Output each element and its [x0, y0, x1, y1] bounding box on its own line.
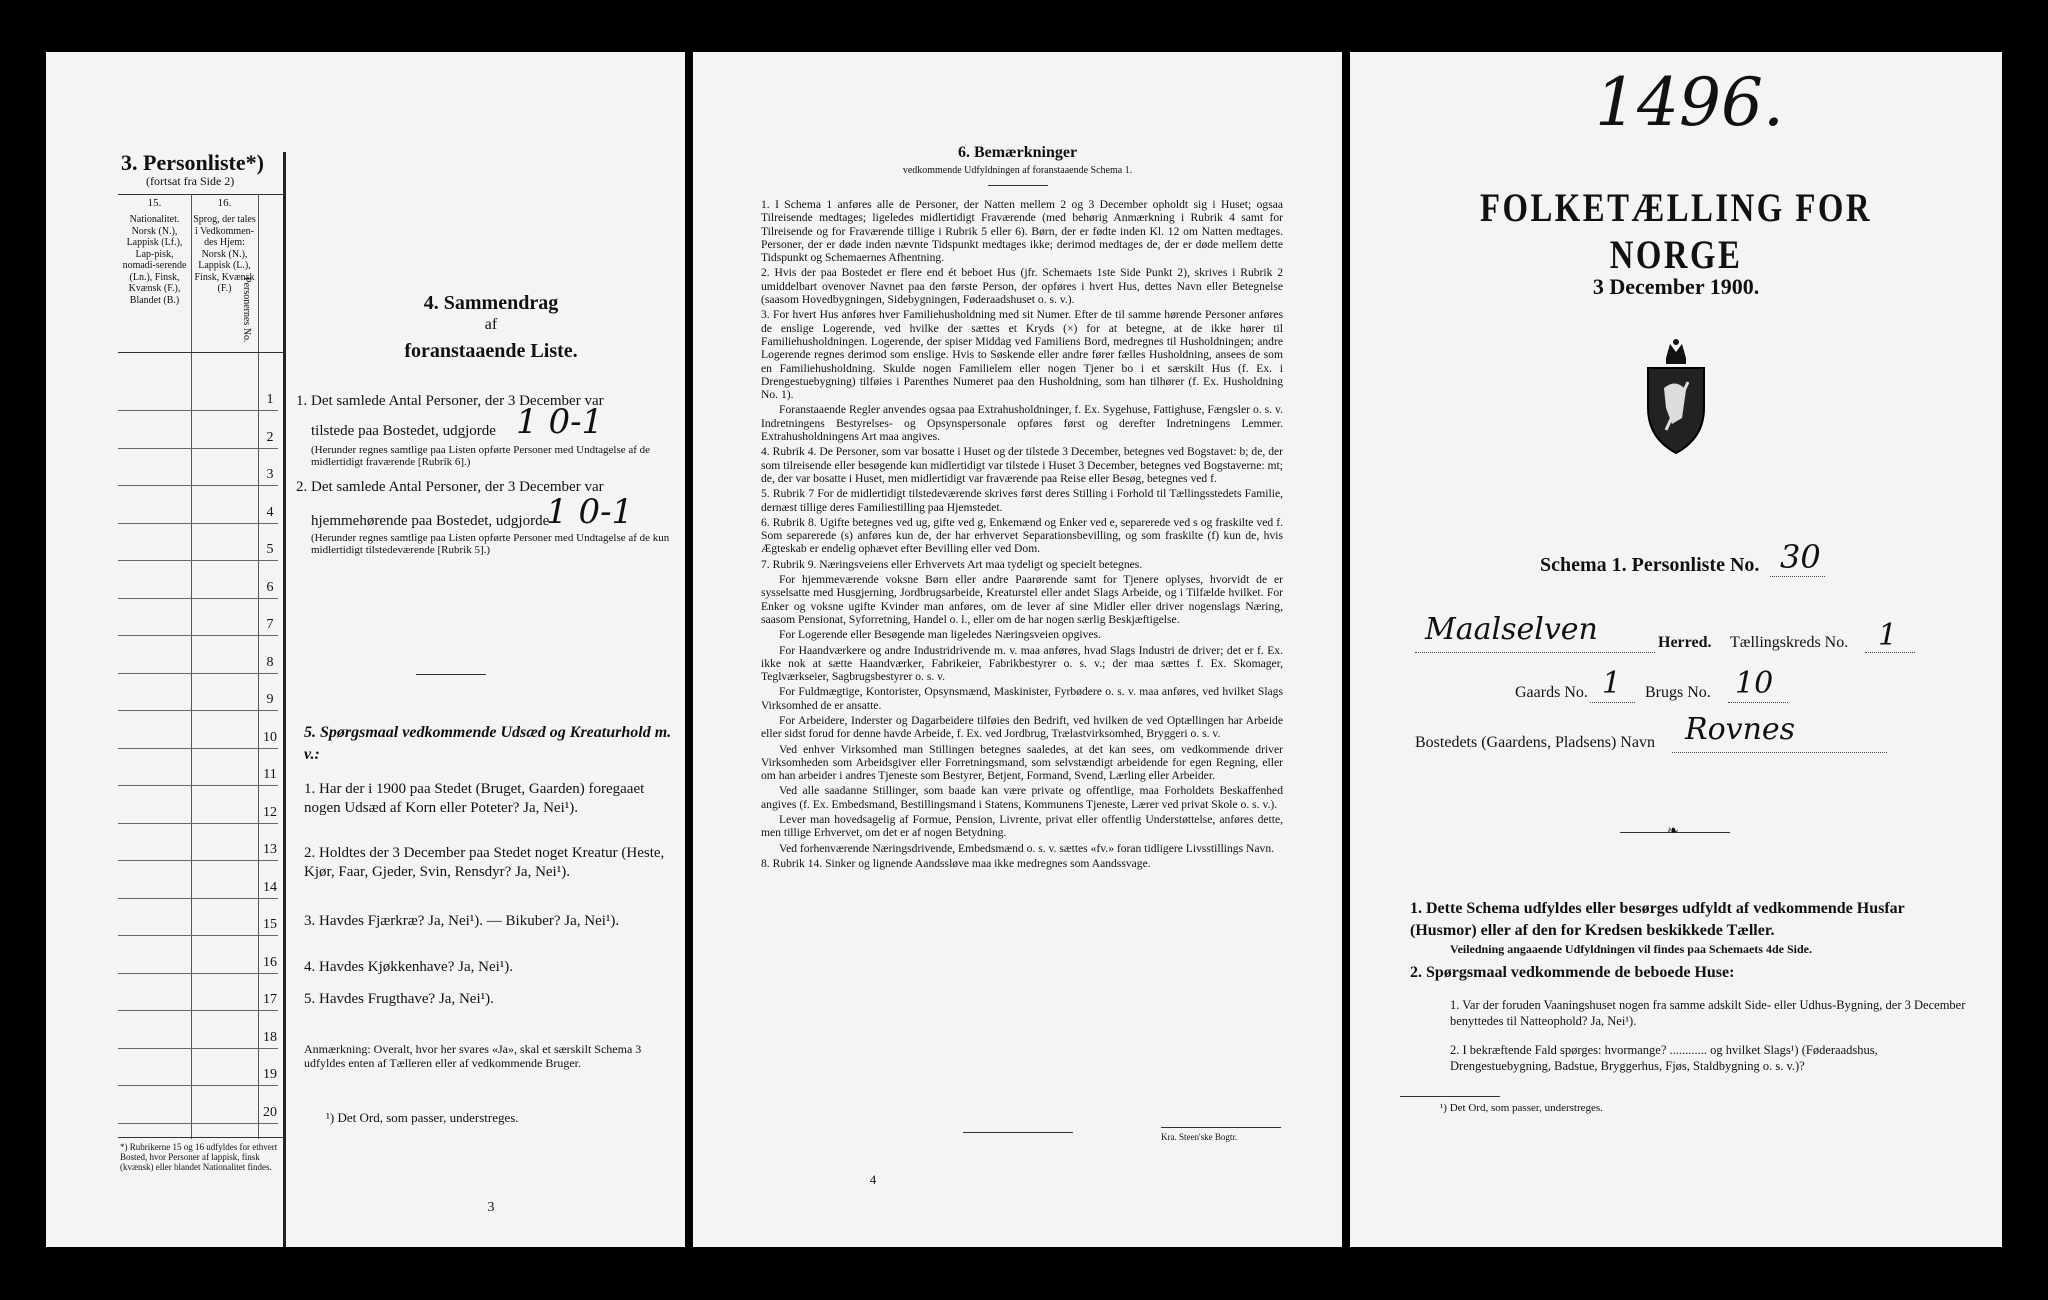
- summary-item1-line1: 1. Det samlede Antal Personer, der 3 December var: [296, 393, 604, 409]
- question-1: 1. Har der i 1900 paa Stedet (Bruget, Gaarden) foregaaet nogen Udsæd af Korn eller Poteter? Ja, Nei¹).: [304, 781, 645, 816]
- remark-paragraph: Ved forhenværende Næringsdrivende, Embedsmænd o. s. v. sættes «fv.» foran tidligere Livsstillings Navn.: [779, 841, 1275, 855]
- printer-mark: Kra. Steen'ske Bogtr.: [1161, 1132, 1238, 1142]
- census-date: 3 December 1900.: [1592, 274, 1760, 299]
- page-number-4: 4: [869, 1172, 877, 1187]
- brugs-label: Brugs No.: [1645, 684, 1711, 701]
- instruction-1-note: Veiledning angaaende Udfyldningen vil findes paa Schemaets 4de Side.: [1450, 942, 1812, 956]
- col15-number: 15.: [147, 197, 162, 209]
- summary-subtitle: foranstaaende Liste.: [404, 340, 578, 362]
- table-row: [118, 560, 278, 561]
- table-row: [118, 1085, 278, 1086]
- remark-paragraph: 6. Rubrik 8. Ugifte betegnes ved ug, gifte ved g, Enkemænd og Enker ved e, separerede ved s og fraskilte ved f. Som separerede (s) anføres kun de, der har erhvervet Separationsbevilling, og som fraskilte (f) kun de, hvis Ægteskab er endelig ophævet efter Bevilling eller ved Dom.: [761, 515, 1283, 556]
- col-persons-header: Personernes No.: [241, 277, 252, 343]
- table-row: [118, 860, 278, 861]
- gaards-label: Gaards No.: [1515, 684, 1588, 701]
- table-row: [118, 1123, 278, 1124]
- question-5: 5. Havdes Frugthave? Ja, Nei¹).: [304, 991, 494, 1007]
- row-number: 16: [263, 954, 277, 970]
- page-4-remarks: [693, 52, 1342, 1247]
- brugs-number-handwritten: 10: [1735, 666, 1774, 701]
- col16-header: Sprog, der tales i Vedkommen-des Hjem: Norsk (N.), Lappisk (L.), Finsk, Kvænsk (F.): [193, 214, 256, 294]
- instruction-2-2: 2. I bekræftende Fald spørges: hvormange? ............ og hvilket Slags¹) (Føderaadshus, Drengestuebygning, Badstue, Bryggerhus, Fjøs, Staldbygning o. s. v.)?: [1450, 1043, 1878, 1073]
- footnote-nationality: *) Rubrikerne 15 og 16 udfyldes for ethvert Bosted, hvor Personer af lappisk, finsk (kvænsk) eller blandet Nationalitet findes.: [120, 1142, 278, 1172]
- page-3-form: [46, 52, 685, 1247]
- col16-number: 16.: [217, 197, 232, 209]
- remark-paragraph: 8. Rubrik 14. Sinker og lignende Aandssløve maa ikke medregnes som Aandssvage.: [761, 856, 1151, 870]
- col15-header: Nationalitet. Norsk (N.), Lappisk (Lf.), Lap-pisk, nomadi-serende (Ln.), Finsk, Kvænsk (F.), Blandet (B.): [122, 214, 187, 306]
- row-number: 9: [266, 692, 274, 707]
- kreds-label: Tællingskreds No.: [1730, 634, 1849, 651]
- remarks-text: [761, 198, 1283, 872]
- table-row: [118, 748, 278, 749]
- page-number-3: 3: [487, 1200, 495, 1215]
- summary-af: af: [484, 316, 498, 333]
- table-row: [118, 523, 278, 524]
- instruction-2-1: 1. Var der foruden Vaaningshuset nogen fra samme adskilt Side- eller Udhus-Bygning, der 3 December benyttedes til Natteophold? Ja, Nei¹).: [1450, 998, 1966, 1028]
- questions-title: 5. Spørgsmaal vedkommende Udsæd og Kreaturhold m. v.:: [304, 724, 672, 763]
- row-number: 11: [263, 767, 277, 782]
- question-2: 2. Holdtes der 3 December paa Stedet noget Kreatur (Heste, Kjør, Faar, Gjeder, Svin, Rensdyr? Ja, Nei¹).: [304, 845, 665, 880]
- main-title: FOLKETÆLLING FOR NORGE: [1479, 185, 1873, 277]
- schema-label: Schema 1. Personliste No.: [1540, 554, 1760, 576]
- table-row: [118, 935, 278, 936]
- row-number: 14: [263, 879, 277, 895]
- coat-of-arms-icon: [1636, 338, 1716, 458]
- remark-paragraph: Ved alle saadanne Stillinger, som baade kan være private og offentlige, maa Forholdets Beskaffenhed angives (f. Ex. Embedsmand, Bestillingsmand i Statens, Kommunens Tjeneste, Lærer ved privat Skole o. s. v.).: [761, 784, 1283, 811]
- row-number: 8: [266, 654, 274, 670]
- row-number: 6: [266, 579, 274, 595]
- personliste-number-handwritten: 30: [1780, 538, 1821, 576]
- remark-paragraph: 7. Rubrik 9. Næringsveiens eller Erhvervets Art maa tydeligt og specielt betegnes.: [761, 557, 1143, 571]
- row-number: 3: [266, 467, 274, 482]
- row-number: 15: [263, 917, 277, 932]
- archive-number-handwritten: 1496.: [1595, 64, 1784, 141]
- row-number: 7: [266, 617, 274, 632]
- resident-count-handwritten: 1 0-1: [546, 492, 634, 532]
- page-1-cover: [1350, 52, 2002, 1247]
- remark-paragraph: 1. I Schema 1 anføres alle de Personer, der Natten mellem 2 og 3 December opholdt sig i Huset; ogsaa Tilreisende medtages; ligeledes midlertidigt Fraværende (med behørig Anmærkning i Rubrik 4 samt for Tilreisende og for Fraværende tillige i Rubrik 5 eller 6). Børn, der er fødte inden Kl. 12 om Natten medtages. Personer, der er døde inden nævnte Tidspunkt medtages ikke; derimod medtages de, der er døde mellem dette Tidspunkt og Schemaernes Afhentning.: [761, 198, 1283, 265]
- row-number: 18: [263, 1029, 277, 1045]
- instruction-1: 1. Dette Schema udfyldes eller besørges udfyldt af vedkommende Husfar (Husmor) eller af den for Kredsen beskikkede Tæller.: [1410, 900, 1905, 939]
- summary-item2-line2: hjemmehørende paa Bostedet, udgjorde: [311, 513, 550, 529]
- remark-paragraph: 5. Rubrik 7 For de midlertidigt tilstedeværende skrives først deres Stilling i Forhold til Tællingsstedets Familie, dernæst tillige deres Familiestilling paa Hjemstedet.: [761, 487, 1283, 514]
- remark-paragraph: 2. Hvis der paa Bostedet er flere end ét beboet Hus (jfr. Schemaets 1ste Side Punkt 2), skrives i Rubrik 2 umiddelbart ovenover Navnet paa den første Person, der opføres i hvert Hus, dettes Navn eller Betegnelse (saasom Hovedbygningen, Sidebygningen, Føderaadshuset o. s. v.).: [761, 266, 1283, 307]
- table-row: [118, 823, 278, 824]
- summary-item1-note: (Herunder regnes samtlige paa Listen opførte Personer med Undtagelse af de midlertidigt fraværende [Rubrik 6].): [311, 444, 651, 468]
- table-row: [118, 485, 278, 486]
- remark-paragraph: For Arbeidere, Inderster og Dagarbeidere tilføies den Bedrift, ved hvilken de ved Optællingen har Arbeide eller sidst forud for denne havde Arbeide, f. Ex. ved Jordbrug, Trælastvirksomhed, Bryggeri o. s. v.: [761, 713, 1283, 741]
- page3-footnote: ¹) Det Ord, som passer, understreges.: [1440, 1102, 1603, 1114]
- annotation-note: Anmærkning: Overalt, hvor her svares «Ja», skal et særskilt Schema 3 udfyldes enten af Tælleren eller af vedkommende Bruger.: [304, 1042, 642, 1070]
- bosted-label: Bostedets (Gaardens, Pladsens) Navn: [1415, 734, 1655, 751]
- row-number: 1: [266, 392, 274, 407]
- table-row: [118, 598, 278, 599]
- summary-item2-line1: 2. Det samlede Antal Personer, der 3 December var: [296, 479, 604, 495]
- present-count-handwritten: 1 0-1: [516, 402, 604, 442]
- table-row: [118, 410, 278, 411]
- table-row: [118, 1010, 278, 1011]
- table-row: [118, 673, 278, 674]
- remark-paragraph: For Logerende eller Besøgende man ligeledes Næringsveien opgives.: [779, 628, 1101, 642]
- page1-footnote: ¹) Det Ord, som passer, understreges.: [326, 1110, 519, 1125]
- table-row: [118, 635, 278, 636]
- row-number: 13: [263, 842, 277, 857]
- row-number: 20: [263, 1104, 277, 1120]
- summary-item1-line2: tilstede paa Bostedet, udgjorde: [311, 423, 496, 439]
- remarks-subtitle: vedkommende Udfyldningen af foranstaaende Schema 1.: [902, 165, 1133, 176]
- remark-paragraph: Ved enhver Virksomhed man Stillingen betegnes saaledes, at det kan sees, om vedkommende driver Virksomheden som Arbeidsgiver eller Forretningsmand, som selvstændigt arbeidende for egen Regning, eller om han arbeider i andres Tjeneste som Bestyrer, Betjent, Formand, Svend, Lærling eller Arbeider.: [761, 742, 1283, 783]
- table-row: [118, 973, 278, 974]
- personliste-title: 3. Personliste*): [121, 150, 264, 175]
- table-row: [118, 710, 278, 711]
- personliste-subtitle: (fortsat fra Side 2): [146, 174, 235, 188]
- remark-paragraph: For hjemmeværende voksne Børn eller andre Paarørende samt for Tjenere oplyses, hvorvidt de er sysselsatte med Husgjerning, Jordbrugsarbeide, Kreaturstel eller andet Slags Arbeide, og i Tilfælde hvilket. For Enker og voksne ugifte Kvinder man anføres, om de lever af sine Midler eller driver nogenslags Næring, saasom Pensionat, Syforretning, Handel o. l., eller om de har nogen særlig Beskjæftigelse.: [761, 573, 1283, 626]
- ornament-icon: ❧: [1667, 824, 1679, 839]
- summary-title: 4. Sammendrag: [423, 292, 559, 314]
- question-3: 3. Havdes Fjærkræ? Ja, Nei¹). — Bikuber? Ja, Nei¹).: [304, 913, 620, 929]
- kreds-number-handwritten: 1: [1878, 618, 1898, 653]
- table-row: [118, 448, 278, 449]
- row-number: 4: [266, 504, 274, 520]
- row-number: 17: [263, 992, 277, 1007]
- remark-paragraph: For Fuldmægtige, Kontorister, Opsynsmænd, Maskinister, Fyrbødere o. s. v. maa anføres, ved hvilket Slags Virksomhed de er ansatte.: [761, 685, 1283, 712]
- question-4: 4. Havdes Kjøkkenhave? Ja, Nei¹).: [304, 959, 514, 975]
- row-number: 12: [263, 804, 277, 820]
- remark-paragraph: For Haandværkere og andre Industridrivende m. v. maa anføres, hvad Slags Industri de driver; det er f. Ex. ikke nok at sætte Haandværker, Fabrikeier, Fabrikbestyrer o. s. v.; der maa sættes f. Ex. Skomager, Teglværkseier, Sagbrugsbestyrer o. s. v.: [761, 643, 1283, 684]
- row-number: 2: [266, 429, 274, 445]
- remark-paragraph: 3. For hvert Hus anføres hver Familiehusholdning med sit Numer. Efter de til samme hørende Personer anføres de enslige Logerende, ved hvilke der sættes et Kryds (×) for at betegne, at de ikke hører til Familiehusholdningen. Logerende, der spiser Middag ved Familiens Bord, medregnes til Husholdningen; andre Logerende regnes derimod som enslige. Hvis to Søskende eller andre fører fælles Husholdning, ansees de som en Familiehusholdning. Skulde nogen Familielem eller nogen Tjener bo i et særskilt Hus (f. Ex. i Drengestuebygning) tilføies i Parenthes Numeret paa den Husholdning, som han tilhører (f. Ex. Husholdning No. 1).: [761, 308, 1283, 402]
- bosted-name-handwritten: Rovnes: [1685, 712, 1796, 747]
- table-row: [118, 785, 278, 786]
- gaards-number-handwritten: 1: [1602, 666, 1622, 701]
- herred-name-handwritten: Maalselven: [1425, 612, 1598, 647]
- row-number: 10: [263, 729, 277, 745]
- instruction-2: 2. Spørgsmaal vedkommende de beboede Huse:: [1410, 964, 1735, 981]
- remark-paragraph: Foranstaaende Regler anvendes ogsaa paa Extrahusholdninger, f. Ex. Sygehuse, Fattighuse, Fængsler o. s. v. Indretningens Bestyrelses- og Opsynspersonale opføres først og derefter Indretningens Lemmer. Extrahusholdningens Art maa angives.: [761, 403, 1283, 444]
- table-row: [118, 898, 278, 899]
- summary-item2-note: (Herunder regnes samtlige paa Listen opførte Personer med Undtagelse af de kun midlertidigt tilstedeværende [Rubrik 5].): [311, 532, 670, 556]
- remark-paragraph: 4. Rubrik 4. De Personer, som var bosatte i Huset og der tilstede 3 December, betegnes ved Bogstavet: b; de, der som tilreisende eller besøgende kun midlertidigt var tilstede i Huset 3 December, betegnes ved Bogstaverne: mt; de, der var bosatte i Huset, men midlertidigt var fraværende paa Reise eller Besøg, betegnes ved f.: [761, 445, 1283, 485]
- table-row: [118, 1048, 278, 1049]
- remark-paragraph: Lever man hovedsagelig af Formue, Pension, Livrente, privat eller offentlig Understøttelse, anføres dette, men tillige Erhvervet, om det er af nogen Betydning.: [761, 813, 1283, 840]
- row-number: 5: [266, 542, 274, 557]
- herred-label: Herred.: [1658, 634, 1712, 651]
- row-number: 19: [263, 1067, 277, 1082]
- remarks-title: 6. Bemærkninger: [957, 144, 1078, 161]
